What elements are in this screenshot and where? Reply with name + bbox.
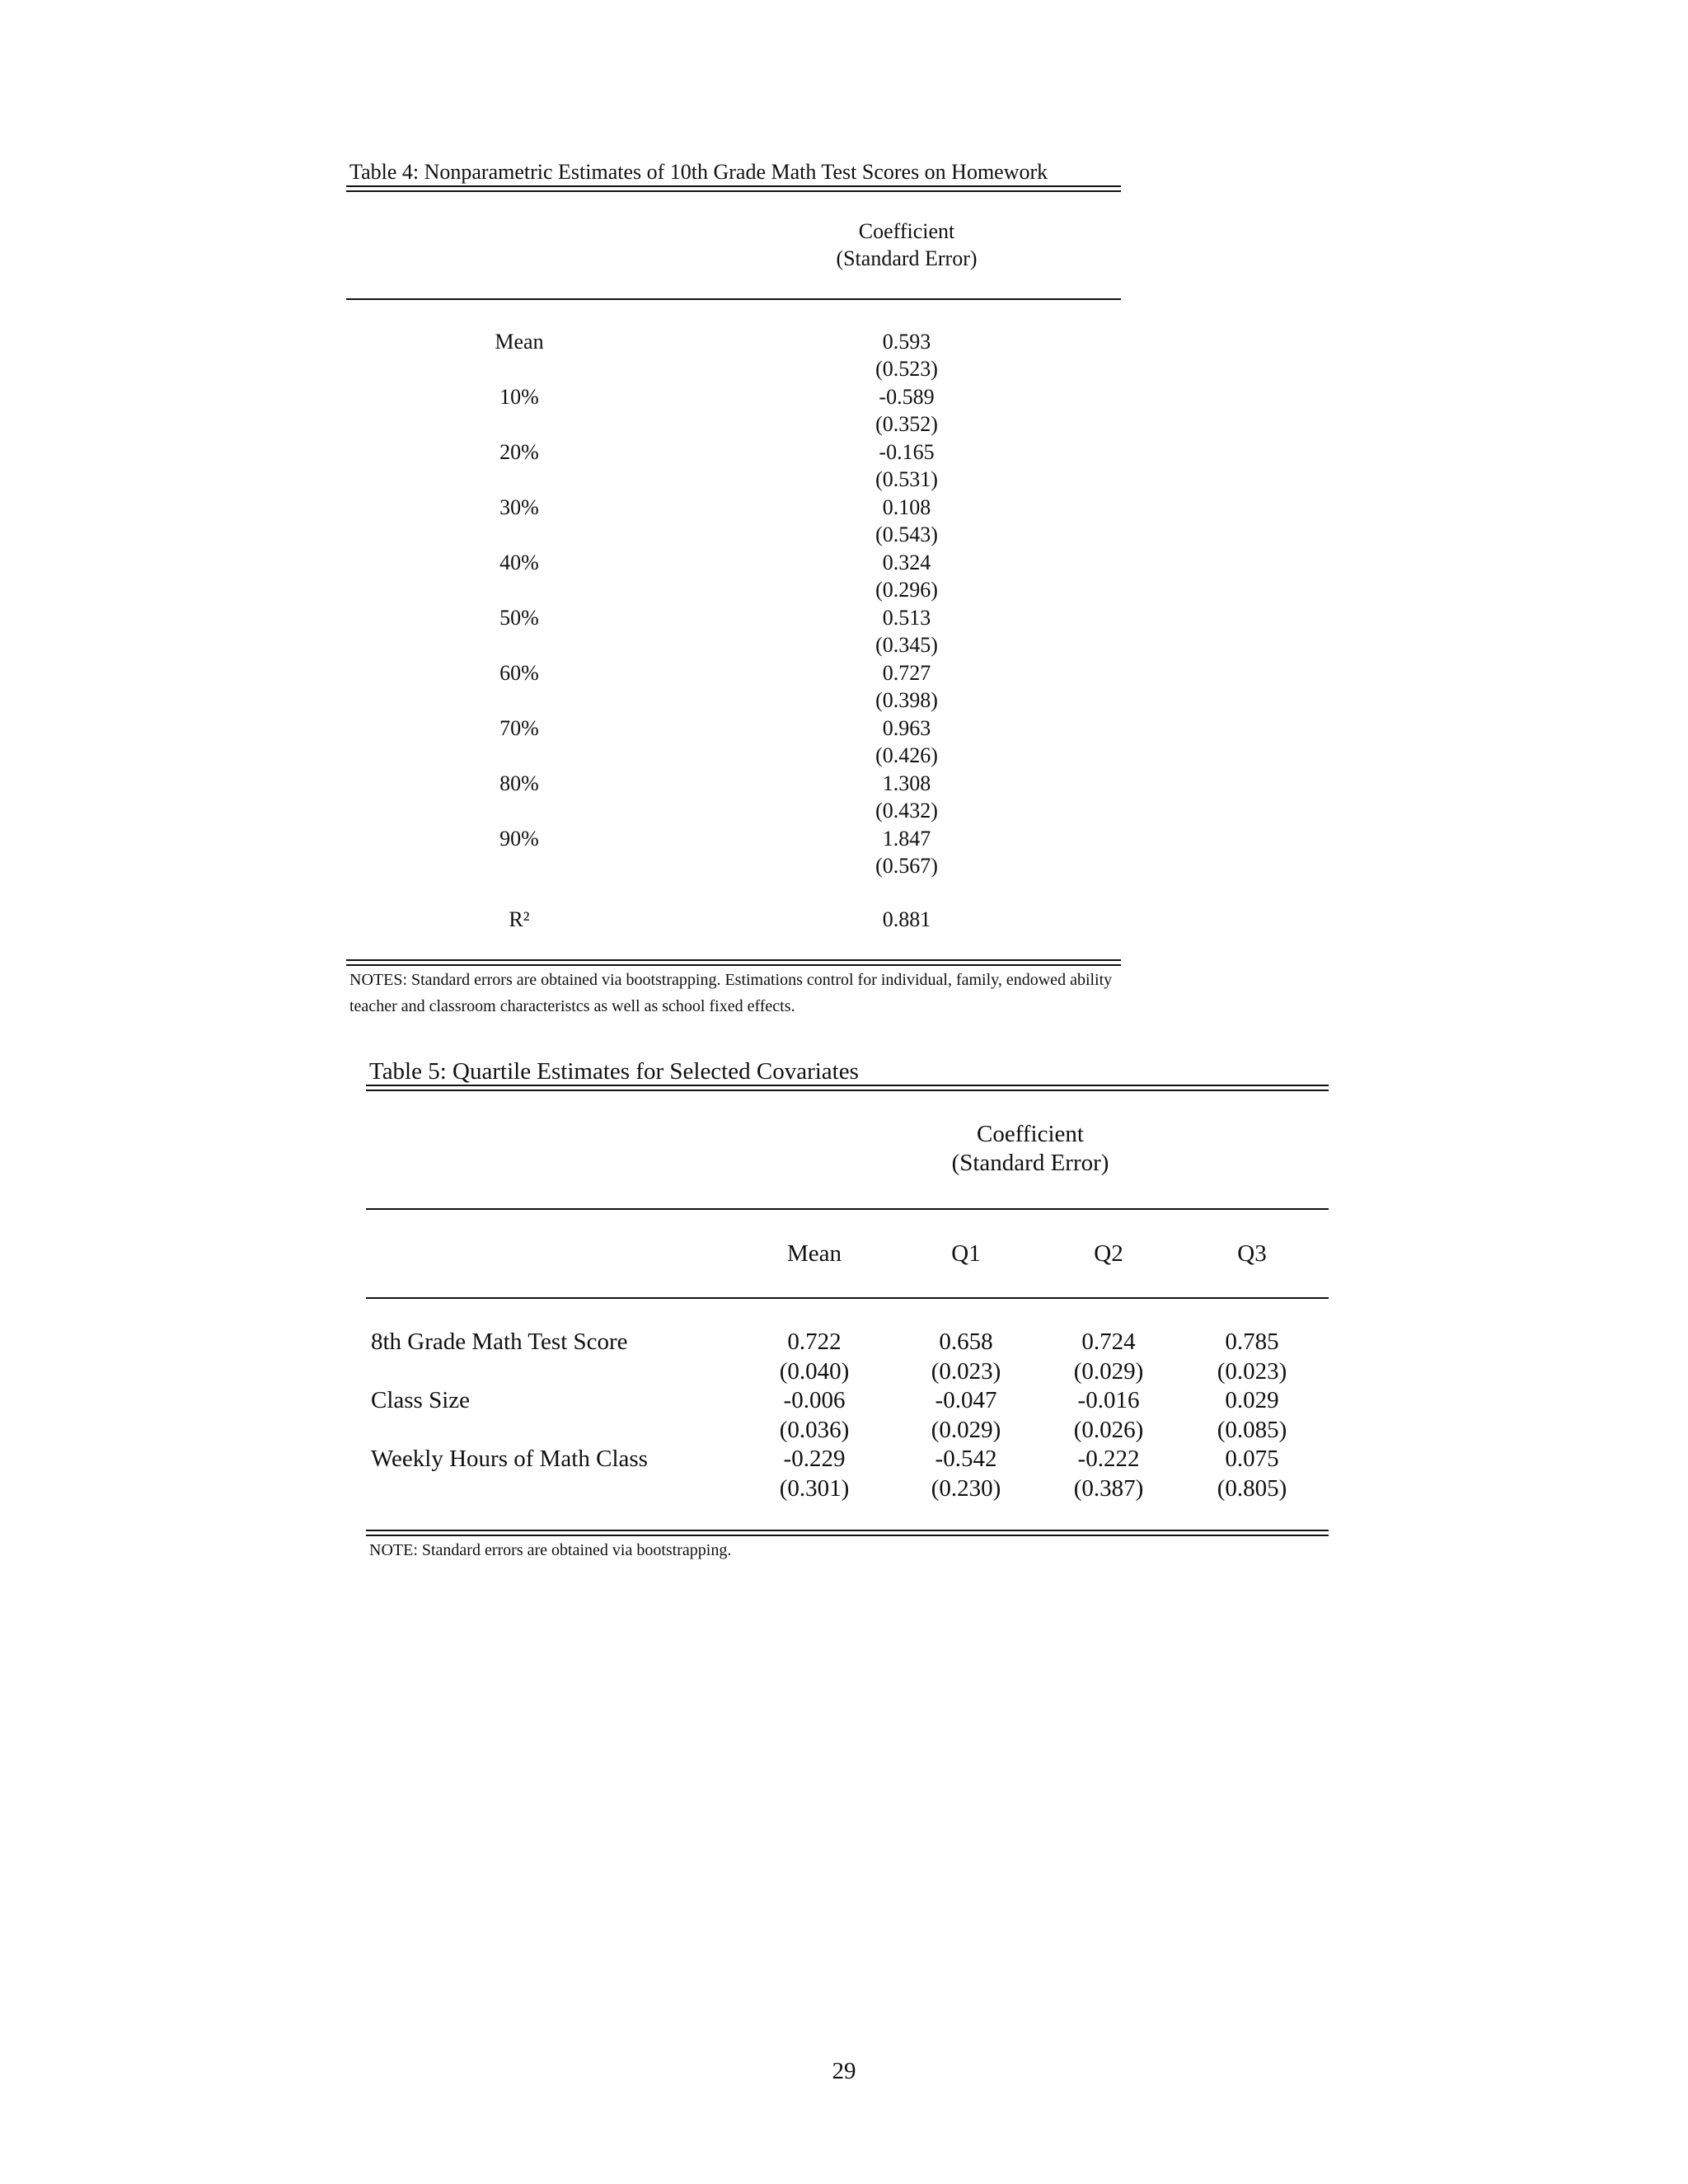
table4-header-line2: (Standard Error) — [836, 246, 978, 270]
table5-top-rule-2 — [366, 1090, 1329, 1091]
table5-caption: Table 5: Quartile Estimates for Selected Covariates — [369, 1058, 859, 1085]
table5-columns-rule — [366, 1297, 1329, 1299]
page-number: 29 — [832, 2058, 856, 2084]
table5-cell-se: (0.029) — [931, 1417, 1001, 1443]
table4-row-se: (0.352) — [875, 412, 938, 436]
table5-note: NOTE: Standard errors are obtained via bootstrapping. — [369, 1541, 732, 1559]
table5-bottom-rule-1 — [366, 1530, 1329, 1531]
table4-row-se: (0.426) — [875, 743, 938, 767]
table5-header-rule — [366, 1208, 1329, 1210]
table4-caption: Table 4: Nonparametric Estimates of 10th Grade Math Test Scores on Homework — [349, 160, 1048, 184]
table5-cell-coef: 0.722 — [787, 1329, 842, 1355]
table5-column-header: Q2 — [1094, 1240, 1123, 1267]
table4-top-rule-2 — [346, 190, 1121, 192]
table4-top-rule-1 — [346, 185, 1121, 187]
table5-cell-se: (0.040) — [779, 1358, 850, 1385]
table5-column-header: Q3 — [1237, 1240, 1267, 1267]
table4-notes-line2: teacher and classroom characteristcs as well as school fixed effects. — [349, 997, 795, 1015]
table4-row-coef: 0.593 — [882, 330, 931, 354]
table4-row-se: (0.345) — [875, 633, 938, 657]
table4-row-coef: 0.727 — [882, 661, 931, 685]
table5-row-label: 8th Grade Math Test Score — [371, 1329, 628, 1355]
table4-row-se: (0.296) — [875, 578, 938, 602]
table4-row-coef: 1.847 — [882, 827, 931, 851]
table4-row-label: 10% — [499, 385, 539, 409]
table5-header-line2: (Standard Error) — [951, 1150, 1109, 1176]
table5-cell-coef: 0.724 — [1081, 1329, 1136, 1355]
table4-row-label: 80% — [499, 771, 539, 795]
table4-row-se: (0.523) — [875, 357, 938, 381]
table5-cell-coef: 0.785 — [1225, 1329, 1279, 1355]
table4-row-label: 30% — [499, 495, 539, 519]
table5-cell-se: (0.387) — [1073, 1475, 1144, 1502]
table5-cell-se: (0.023) — [931, 1358, 1001, 1385]
table5-cell-se: (0.023) — [1217, 1358, 1287, 1385]
table4-row-label: 70% — [499, 716, 539, 740]
table5-row-label: Class Size — [371, 1387, 471, 1413]
table4-row-label: Mean — [495, 330, 544, 354]
table4-row-se: (0.543) — [875, 523, 938, 546]
table4-row-coef: 0.513 — [882, 606, 931, 630]
table4-bottom-rule-1 — [346, 959, 1121, 961]
table5-column-header: Mean — [786, 1240, 842, 1267]
table4-row-coef: 0.324 — [882, 551, 931, 574]
table5-cell-se: (0.026) — [1073, 1417, 1144, 1443]
table5-cell-coef: -0.016 — [1077, 1387, 1140, 1413]
table4-row-label: 90% — [499, 827, 539, 851]
table5-top-rule-1 — [366, 1085, 1329, 1086]
table4-bottom-rule-2 — [346, 964, 1121, 966]
table4-row-se: (0.398) — [875, 688, 938, 712]
table4-row-coef: 1.308 — [882, 771, 931, 795]
table5-bottom-rule-2 — [366, 1535, 1329, 1536]
table4-row-se: (0.432) — [875, 799, 938, 823]
table4-row-coef: -0.589 — [879, 385, 935, 409]
table4-row-coef: 0.963 — [882, 716, 931, 740]
table4-row-coef: 0.108 — [882, 495, 931, 519]
table5-header-line1: Coefficient — [977, 1121, 1084, 1147]
table5-column-header: Q1 — [951, 1240, 981, 1267]
table5-cell-se: (0.230) — [931, 1475, 1001, 1502]
table5-cell-se: (0.805) — [1217, 1475, 1287, 1502]
table5-cell-coef: -0.229 — [783, 1446, 846, 1472]
table5-cell-se: (0.029) — [1073, 1358, 1144, 1385]
table4-row-label: 40% — [499, 551, 539, 574]
table5-cell-coef: 0.029 — [1225, 1387, 1279, 1413]
table4-notes-line1: NOTES: Standard errors are obtained via bootstrapping. Estimations control for individual, family, endowed ability — [349, 971, 1113, 989]
table4-r2-label: R² — [509, 907, 530, 931]
table5-cell-se: (0.036) — [779, 1417, 850, 1443]
table4-row-label: 20% — [499, 440, 539, 464]
table5-cell-coef: 0.658 — [939, 1329, 993, 1355]
table5-cell-se: (0.301) — [779, 1475, 850, 1502]
table5-cell-coef: -0.542 — [935, 1446, 997, 1472]
table5-cell-coef: -0.222 — [1077, 1446, 1140, 1472]
table4-row-coef: -0.165 — [879, 440, 935, 464]
table4-row-label: 60% — [499, 661, 539, 685]
table4-r2-value: 0.881 — [882, 907, 931, 931]
table5-cell-se: (0.085) — [1217, 1417, 1287, 1443]
table4-row-label: 50% — [499, 606, 539, 630]
table5-row-label: Weekly Hours of Math Class — [371, 1446, 648, 1472]
table4-header-line1: Coefficient — [858, 219, 955, 243]
table4-row-se: (0.567) — [875, 854, 938, 878]
table4-row-se: (0.531) — [875, 467, 938, 491]
table5-cell-coef: -0.006 — [783, 1387, 846, 1413]
table4-header-rule — [346, 298, 1121, 300]
table5-cell-coef: -0.047 — [935, 1387, 997, 1413]
table5-cell-coef: 0.075 — [1225, 1446, 1279, 1472]
